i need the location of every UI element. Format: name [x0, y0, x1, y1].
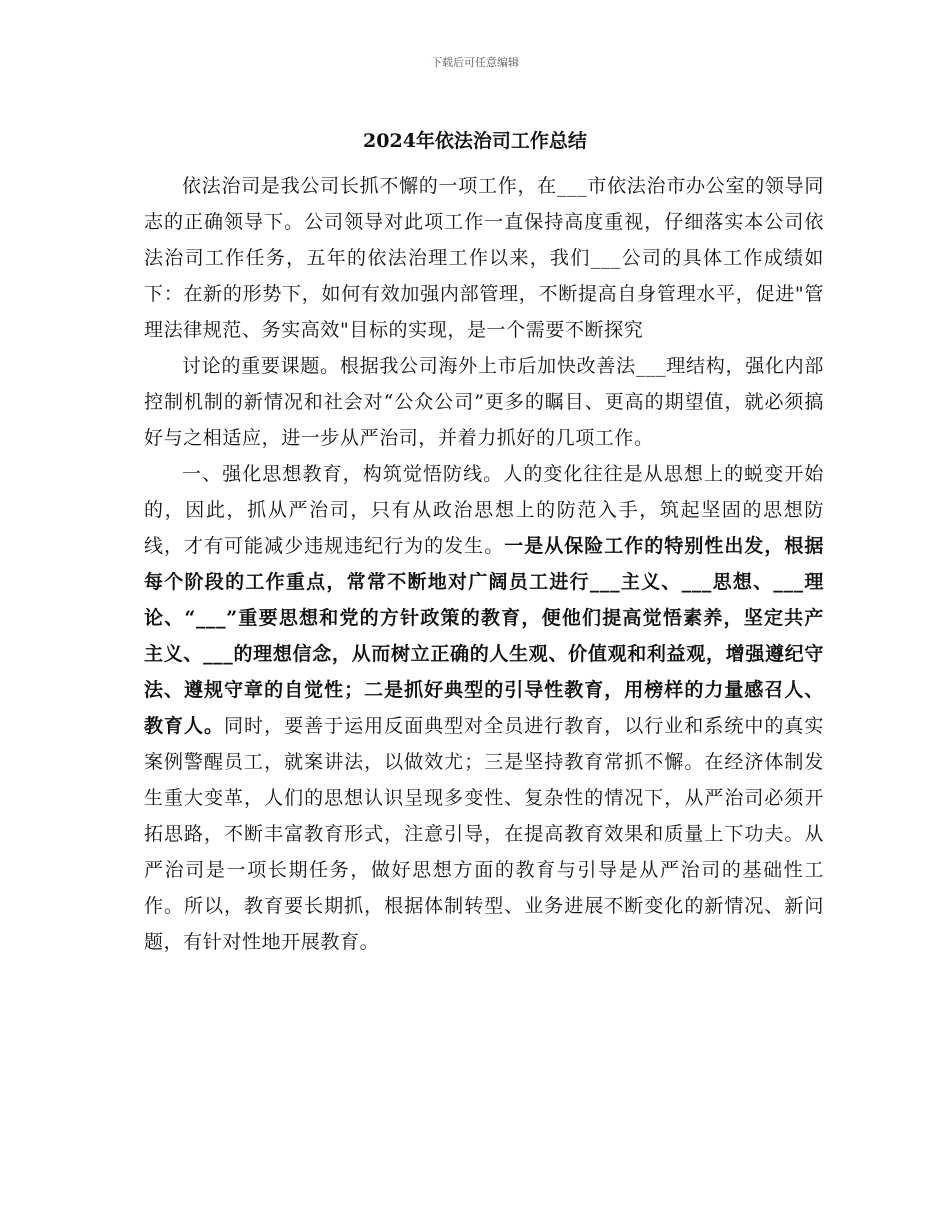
section-1-rest: 同时，要善于运用反面典型对全员进行教育，以行业和系统中的真实案例警醒员工，就案讲法，以做效尤；三是坚持教育常抓不懈。在经济体制发生重大变革，人们的思想认识呈现多变性、复杂性的情况下，从严治司必须开拓思路，不断丰富教育形式，注意引导，在提高教育效果和质量上下功夫。从严治司是一项长期任务，做好思想方面的教育与引导是从严治司的基础性工作。所以，教育要长期抓，根据体制转型、业务进展不断变化的新情况、新问题，有针对性地开展教育。: [144, 715, 824, 953]
paragraph-1: 依法治司是我公司长抓不懈的一项工作，在___市依法治市办公室的领导同志的正确领导下。公司领导对此项工作一直保持高度重视，仔细落实本公司依法治司工作任务，五年的依法治理工作以来，我们___公司的具体工作成绩如下：在新的形势下，如何有效加强内部管理，不断提高自身管理水平，促进"管理法律规范、务实高效"目标的实现，是一个需要不断探究: [144, 175, 824, 341]
document-title: 2024年依法治司工作总结: [363, 130, 587, 152]
page-header: 下载后可任意编辑: [431, 56, 519, 69]
section-1-bold-text: 一是从保险工作的特别性出发，根据每个阶段的工作重点，常常不断地对广阔员工进行___主义、___思想、___理论、“___”重要思想和党的方针政策的教育，便他们提高觉悟素养，坚定共产主义、___的理想信念，从而树立正确的人生观、价值观和利益观，增强遵纪守法、遵规守章的自觉性；二是抓好典型的引导性教育，用榜样的力量感召人、教育人。: [144, 535, 824, 737]
document-body: [144, 168, 824, 960]
paragraph-section-1: [144, 456, 824, 960]
section-1-intro: 一、强化思想教育，构筑觉悟防线。人的变化往往是从思想上的蜕变开始的，因此，抓从严治司，只有从政治思想上的防范入手，筑起坚固的思想防线，才有可能减少违规违纪行为的发生。: [144, 463, 824, 557]
paragraph-2: 讨论的重要课题。根据我公司海外上市后加快改善法___理结构，强化内部控制机制的新情况和社会对“公众公司”更多的瞩目、更高的期望值，就必须搞好与之相适应，进一步从严治司，并着力抓好的几项工作。: [144, 355, 824, 449]
